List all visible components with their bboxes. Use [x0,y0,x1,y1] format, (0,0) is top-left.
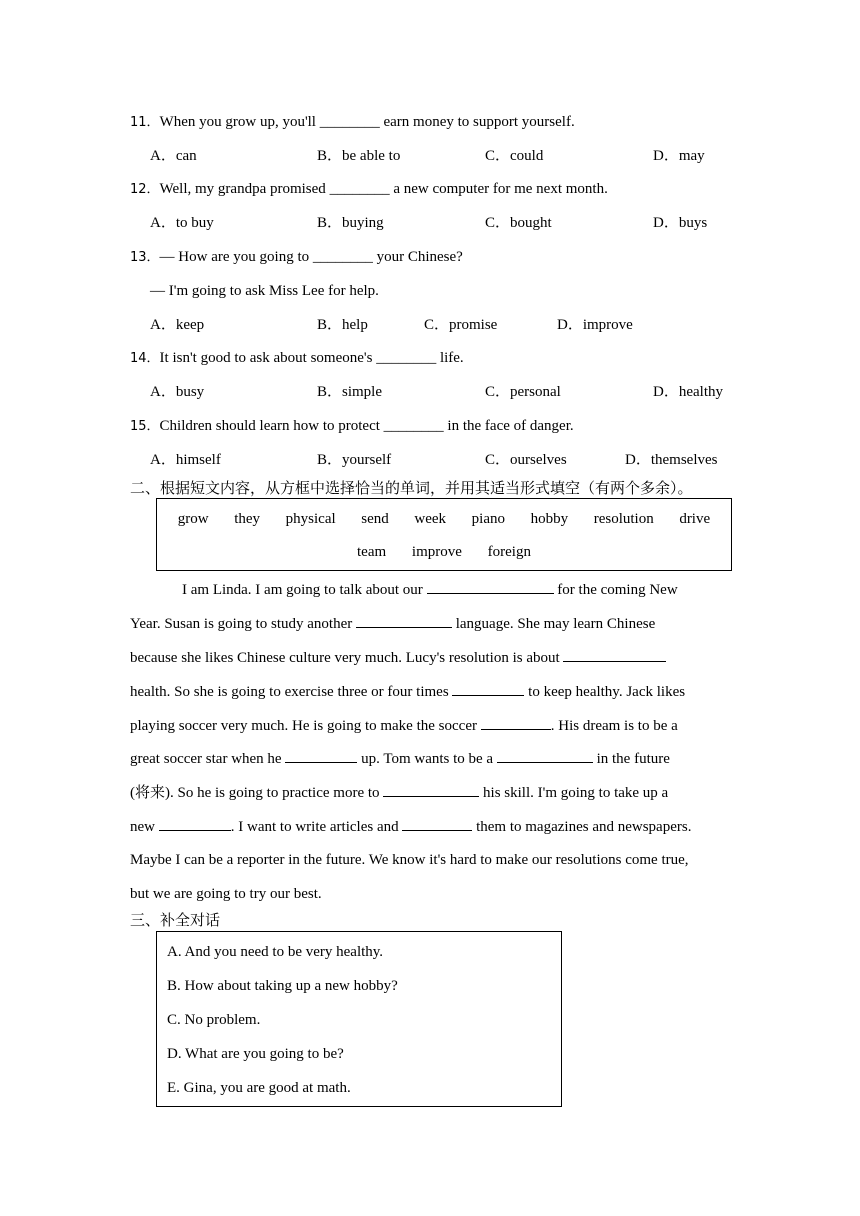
passage-text: . I want to write articles and [230,819,403,835]
question-13 [130,247,463,268]
question-text-pre: It isn't good to ask about someone's [159,350,377,366]
word-bank-item: piano [471,511,505,527]
dialogue-option-a: A. And you need to be very healthy. [167,944,384,960]
passage-line-9 [130,850,689,870]
passage-blank[interactable] [481,715,551,730]
passage-line-4 [130,681,685,702]
question-text-post: a new computer for me next month. [389,181,608,197]
word-bank-row-1 [157,509,731,529]
dialogue-option-d: D. What are you going to be? [167,1046,344,1062]
passage-line-2 [130,613,655,634]
passage-text: playing soccer very much. He is going to make the soccer [130,718,481,734]
passage-text: health. So she is going to exercise three or four times [130,684,453,700]
passage-blank[interactable] [285,748,357,763]
option-d[interactable]: D．themselves [625,452,718,468]
word-bank-item: foreign [487,544,531,560]
passage-text: because she likes Chinese culture very much. Lucy's resolution is about [130,650,564,666]
answer-blank[interactable]: ________ [376,350,437,366]
question-text-post: your Chinese? [372,249,463,265]
answer-blank[interactable]: ________ [329,181,390,197]
passage-line-10 [130,884,322,904]
option-d[interactable]: D．buys [653,215,708,231]
question-number: 15． [130,419,160,434]
dialogue-option-b: B. How about taking up a new hobby? [167,978,398,994]
passage-line-3 [130,647,666,668]
option-b[interactable]: B．buying [317,215,384,231]
dialogue-option-c: C. No problem. [167,1012,261,1028]
question-12 [130,179,608,200]
question-13-reply: — I'm going to ask Miss Lee for help. [150,283,379,299]
question-number: 12． [130,182,160,197]
option-b[interactable]: B．yourself [317,452,392,468]
passage-text: great soccer star when he [130,751,286,767]
option-a[interactable]: A．himself [150,452,221,468]
passage-text: up. Tom wants to be a [357,751,497,767]
option-c[interactable]: C．ourselves [485,452,567,468]
word-bank-item: week [414,511,447,527]
passage-text: I am Linda. I am going to talk about our [182,582,427,598]
option-a[interactable]: A．can [150,148,197,164]
passage-blank[interactable] [383,782,479,797]
option-c[interactable]: C．promise [424,317,498,333]
dialogue-option-e: E. Gina, you are good at math. [167,1080,351,1096]
option-d[interactable]: D．healthy [653,384,723,400]
passage-text: them to magazines and newspapers. [472,819,692,835]
word-bank-item: grow [177,511,209,527]
section-3-title: 三、补全对话 [130,911,221,929]
passage-blank[interactable] [402,816,472,831]
question-text-pre: — How are you going to [159,249,313,265]
word-bank-item: send [361,511,389,527]
question-number: 14． [130,351,160,366]
passage-blank[interactable] [159,816,231,831]
passage-blank[interactable] [563,647,666,662]
passage-blank[interactable] [452,681,524,696]
passage-text: (将来). So he is going to practice more to [130,785,384,801]
word-bank-item: physical [285,511,336,527]
question-11 [130,112,575,133]
option-c[interactable]: C．personal [485,384,561,400]
option-d[interactable]: D．improve [557,317,633,333]
option-c[interactable]: C．could [485,148,544,164]
section-2-title: 二、根据短文内容，从方框中选择恰当的单词，并用其适当形式填空（有两个多余）。 [130,479,693,497]
passage-text: but we are going to try our best. [130,886,322,902]
dialogue-options-box [156,931,562,1107]
passage-text: for the coming New [553,582,678,598]
word-bank-item: hobby [530,511,569,527]
option-b[interactable]: B．simple [317,384,383,400]
passage-text: . His dream is to be a [550,718,678,734]
option-d[interactable]: D．may [653,148,705,164]
passage-text: his skill. I'm going to take up a [479,785,669,801]
word-bank-item: they [234,511,261,527]
answer-blank[interactable]: ________ [312,249,373,265]
question-text-post: in the face of danger. [443,418,574,434]
option-a[interactable]: A．busy [150,384,205,400]
word-bank-box [156,498,732,571]
question-number: 11． [130,115,160,130]
passage-text: in the future [592,751,670,767]
question-text-pre: Well, my grandpa promised [159,181,330,197]
answer-blank[interactable]: ________ [383,418,444,434]
option-c[interactable]: C．bought [485,215,552,231]
word-bank-item: resolution [593,511,654,527]
passage-text: Maybe I can be a reporter in the future. We know it's hard to make our resolutions come true, [130,852,689,868]
passage-blank[interactable] [356,613,452,628]
question-text-pre: Children should learn how to protect [159,418,384,434]
question-text-post: life. [436,350,464,366]
passage-line-6 [130,748,670,769]
question-text-pre: When you grow up, you'll [159,114,320,130]
passage-line-5 [130,715,678,736]
word-bank-item: improve [411,544,462,560]
passage-text: new [130,819,159,835]
passage-blank[interactable] [497,748,593,763]
passage-line-1 [182,579,678,600]
option-a[interactable]: A．to buy [150,215,214,231]
word-bank-row-2 [157,542,731,562]
question-15 [130,416,574,437]
option-b[interactable]: B．be able to [317,148,401,164]
passage-text: to keep healthy. Jack likes [524,684,686,700]
passage-text: language. She may learn Chinese [451,616,656,632]
passage-line-7 [130,782,668,803]
option-a[interactable]: A．keep [150,317,205,333]
word-bank-item: team [357,544,387,560]
passage-text: Year. Susan is going to study another [130,616,356,632]
answer-blank[interactable]: ________ [319,114,380,130]
word-bank-item: drive [679,511,711,527]
passage-line-8 [130,816,691,837]
question-text-post: earn money to support yourself. [379,114,575,130]
passage-blank[interactable] [427,579,554,594]
question-14 [130,348,464,369]
question-number: 13． [130,250,160,265]
option-b[interactable]: B．help [317,317,368,333]
